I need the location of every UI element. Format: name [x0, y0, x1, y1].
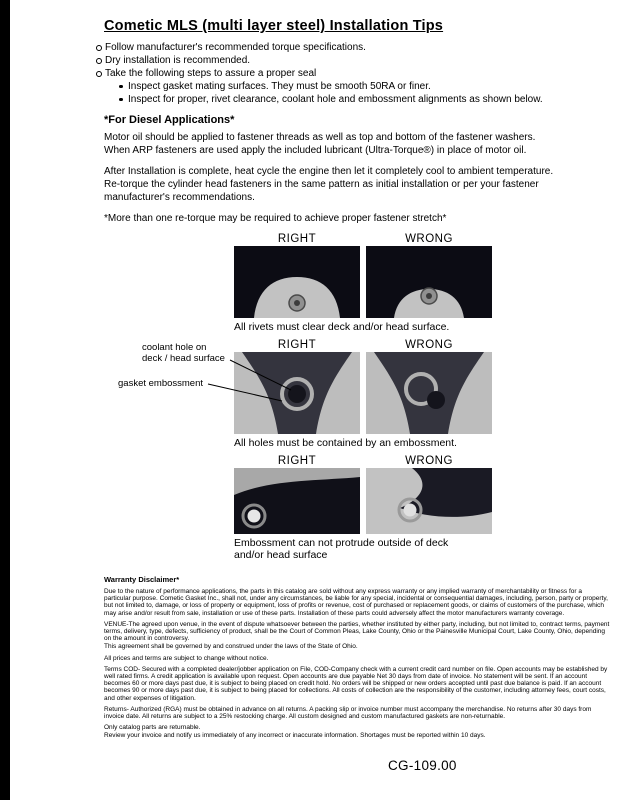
- warranty-paragraph-review: Review your invoice and notify us immediately of any incorrect or inaccurate information. Shortages must be reported within 10 days.: [104, 732, 486, 740]
- figure-embossment: [234, 455, 492, 561]
- figure-coolant-holes-labels: [234, 339, 492, 352]
- warranty-paragraph-terms: Terms COD- Secured with a completed dealer/jobber application on File, COD-Company check with a current credit card number on file. Open accounts may be established by well rated firms. A credit application is available upon request. Open accounts are due payable Net 30 days from date of invoice. No statement will be sent. If an account becomes 60 or more days past due, it is subject to being placed on credit hold. No orders will be shipped or new orders accepted until past due balance is paid. If an account becomes 90 or more days past due, it is subject to being placed for collections. All costs of collection are the responsibility of the customer, including attorney fees, court costs, and other expenses of litigation.: [104, 665, 608, 702]
- warranty-paragraph-catalog: Only catalog parts are returnable.: [104, 724, 201, 732]
- diesel-paragraph-motor-oil: Motor oil should be applied to fastener threads as well as top and bottom of the fastener washers. When ARP fasteners are used apply the included lubricant (Ultra-Torque®) in place of motor oil.: [104, 132, 536, 156]
- tip-item: Follow manufacturer's recommended torque specifications.: [95, 41, 565, 54]
- diesel-applications-section: [104, 114, 612, 225]
- coolant-hole-right-diagram: [234, 352, 360, 434]
- coolant-hole-label-line2: deck / head surface: [142, 352, 225, 364]
- page-title: Cometic MLS (multi layer steel) Installation Tips: [104, 18, 444, 34]
- figure-embossment-labels: [234, 455, 492, 468]
- warranty-paragraph-venue: VENUE-The agreed upon venue, in the event of dispute whatsoever between the parties, whether instituted by either party, including, but not limited to, contract terms, payment terms, delivery, type, defects, sufficiency of product, shall be the Court of Common Pleas, Lake County, Ohio or the Painesville Municipal Court, Lake County, Ohio, depending on the amount in controversy.: [104, 620, 610, 643]
- warranty-heading: Warranty Disclaimer*: [104, 575, 180, 584]
- tip-sub-item: Inspect for proper, rivet clearance, coolant hole and embossment alignments as shown below.: [118, 93, 565, 106]
- diesel-paragraph-heat-cycle: After Installation is complete, heat cycle the engine then let it completely cool to ambient temperature. Re-torque the cylinder head fasteners in the same pattern as initial installation or per your fastener manufacturer's recommendations.: [104, 166, 554, 203]
- gasket-embossment-label: gasket embossment: [118, 378, 204, 389]
- wrong-label: WRONG: [405, 233, 453, 245]
- figure-coolant-holes-inner: [234, 339, 492, 449]
- embossment-right-diagram: [234, 468, 360, 534]
- rivet-right-diagram: [234, 246, 360, 318]
- installation-tips-list: [95, 41, 565, 106]
- warranty-paragraph-governing-law: This agreement shall be governed by and construed under the laws of the State of Ohio.: [104, 643, 358, 651]
- right-label: RIGHT: [277, 339, 317, 351]
- warranty-section: [104, 575, 610, 740]
- figure-coolant-holes: [104, 339, 612, 449]
- coolant-hole-wrong-diagram: [366, 352, 492, 434]
- embossment-wrong-diagram: [366, 468, 492, 534]
- rivet-wrong-diagram: [366, 246, 492, 318]
- page-left-border: [0, 0, 10, 800]
- doc-number: CG-109.00: [388, 758, 457, 773]
- warranty-paragraph-liability: Due to the nature of performance applications, the parts in this catalog are sold without any express warranty or any implied warranty of merchantability or fitness for a particular purpose. Cometic Gasket Inc., shall not, under any circumstances, be liable for any special, incidental or consequential damages, including, person, party or property, but not limited to, damage, or loss of property or equipment, loss of profits or revenue, cost of purchased or replacement goods, or claims of customers of the purchase, which may arise and/or result from sale, installation or use of these parts. Installation of these parts could adversely affect the motor manufacturers warranty coverage.: [104, 588, 608, 617]
- figure-embossment-caption-line1: Embossment can not protrude outside of deck: [234, 537, 449, 549]
- figure-embossment-caption-line2: and/or head surface: [234, 549, 328, 561]
- figure-embossment-caption: [234, 537, 492, 561]
- diesel-heading: *For Diesel Applications*: [104, 114, 235, 126]
- figure-coolant-holes-caption: All holes must be contained by an embossment.: [234, 437, 457, 449]
- figure-rivets-caption: All rivets must clear deck and/or head surface.: [234, 321, 450, 333]
- tip-sub-item: Inspect gasket mating surfaces. They must be smooth 50RA or finer.: [118, 80, 565, 93]
- right-label: RIGHT: [277, 455, 317, 467]
- coolant-hole-label-line1: coolant hole on: [142, 342, 207, 353]
- figure-rivets-labels: [234, 233, 492, 246]
- wrong-label: WRONG: [405, 339, 453, 351]
- warranty-paragraph-prices: All prices and terms are subject to change without notice.: [104, 654, 269, 662]
- coolant-hole-label: [142, 343, 225, 364]
- figure-rivets: [234, 233, 492, 333]
- diesel-note-retorque: *More than one re-torque may be required to achieve proper fastener stretch*: [104, 213, 447, 224]
- right-label: RIGHT: [277, 233, 317, 245]
- wrong-label: WRONG: [405, 455, 453, 467]
- tip-item: Take the following steps to assure a proper seal: [95, 67, 565, 80]
- warranty-paragraph-returns: Returns- Authorized (RGA) must be obtained in advance on all returns. A packing slip or invoice number must accompany the merchandise. No returns after 30 days from invoice date. All returns are subject to a 25% restocking charge. All custom designed and custom manufactured gaskets are non-returnable.: [104, 705, 592, 721]
- figure-coolant-holes-panels: [234, 352, 492, 434]
- figure-rivets-panels: [234, 246, 492, 318]
- page-content: [104, 18, 612, 744]
- tip-item: Dry installation is recommended.: [95, 54, 565, 67]
- figure-embossment-panels: [234, 468, 492, 534]
